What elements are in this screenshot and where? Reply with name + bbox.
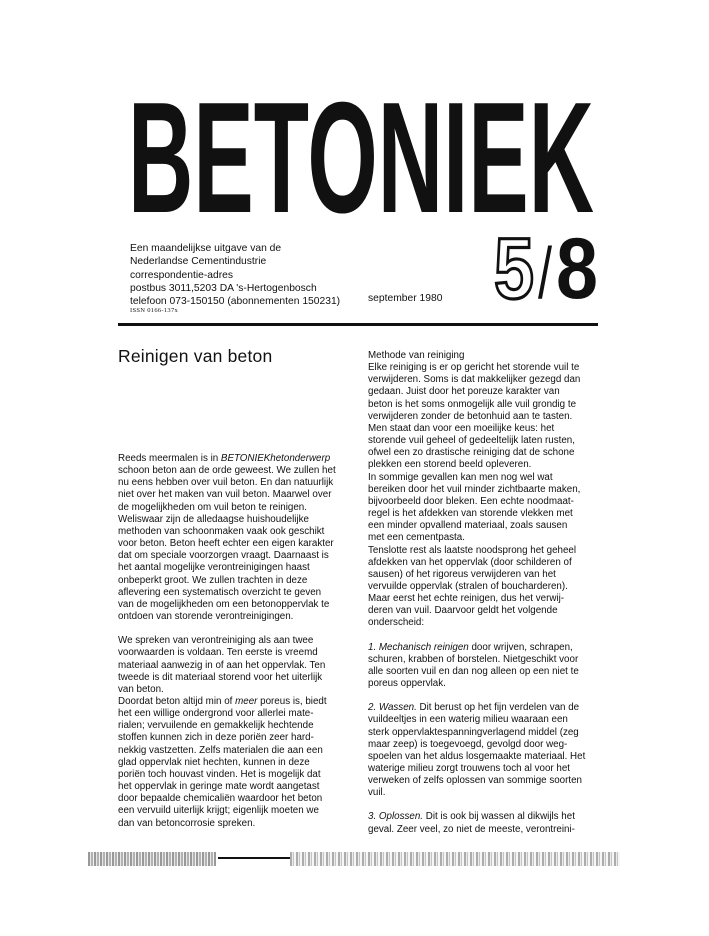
list-item	[368, 702, 604, 799]
text-line: alle soorten vuil en dan nog alleen op een niet te	[368, 665, 579, 677]
text-line: beton is het soms onmogelijk alle vuil grondig te	[368, 398, 577, 410]
text-line: schuren, krabben of borstelen. Nietgeschikt voor	[368, 653, 579, 665]
text-line: rialen; vervuilende en gemakkelijk hechtende	[118, 720, 314, 732]
text-line: nu eens hebben over vuil beton. En dan natuurlijk	[118, 477, 334, 489]
pubinfo-line: Nederlandse Cementindustrie	[130, 256, 267, 268]
paragraph	[118, 453, 358, 623]
footer-rule	[218, 857, 290, 859]
text-line: een vervuild uiterlijk krijgt; eigenlijk moeten we	[118, 805, 319, 817]
list-item-label: 1. Mechanisch reinigen	[368, 641, 469, 653]
issue-separator: /	[538, 234, 552, 302]
text-run: Reeds meermalen is in	[118, 453, 221, 464]
text-line: gedaan. Juist door het poreuze karakter van	[368, 386, 560, 398]
text-line: dat om speciale voorzorgen vraagt. Daarnaast is	[118, 550, 329, 562]
text-line: waterige milieu zorgt trouwens toch al voor het	[368, 763, 571, 774]
issue-number	[492, 232, 602, 302]
text-line: onderscheid:	[368, 617, 425, 629]
text-line: sterk oppervlaktespanningverlagend middel (zeg	[368, 726, 579, 738]
text-line: bijvoorbeeld door bleken. Een echte noodmaat-	[368, 495, 574, 507]
text-line: nekkig vastzetten. Zelfs materialen die aan een	[118, 744, 323, 756]
article-left-column	[118, 453, 358, 830]
header-rule	[118, 323, 598, 326]
text-line: voor beton. Beton heeft echter een eigen karakter	[118, 538, 334, 550]
text-line: het een willige ondergrond voor allerlei mate-	[118, 708, 314, 720]
text-line: een minder opvallend materiaal, zoals sausen	[368, 520, 568, 532]
emphasis: BETONIEKhetonderwerp	[220, 453, 331, 464]
text-line: vuil.	[368, 787, 386, 799]
text-line: Maar eerst het echte reinigen, dus het verwij-	[368, 593, 565, 605]
publication-info	[130, 242, 340, 308]
text-line: aflevering een systematisch overzicht te geven	[118, 586, 322, 598]
text-line: storende vuil geheel of gedeeltelijk laten rusten,	[368, 435, 575, 447]
text-line: verwijderen zonder de betonhuid aan te tasten.	[368, 410, 573, 422]
issue-number-value: 5	[494, 232, 534, 302]
text-run: poreus is, biedt	[257, 695, 327, 707]
text-line: afdekken van het oppervlak (door schilderen of	[368, 556, 572, 568]
text-line: bereiken door het vuil rninder zichtbaarte maken,	[368, 483, 581, 495]
issue-volume-value: 8	[556, 232, 598, 302]
text-line: poriën toch houvast vinden. Het is mogelijk dat	[118, 768, 321, 780]
text-line: de mogelijkheden om vuil beton te reinigen.	[118, 501, 307, 513]
text-line: glad oppervlak niet hechten, kunnen in deze	[118, 756, 310, 768]
text-line: ontdoen van storende verontreinigingen.	[118, 611, 294, 623]
text-line: ofwel een zo drastische reiniging dat de schone	[368, 447, 575, 459]
pubinfo-line: telefoon 073-150150 (abonnementen 150231)	[130, 296, 341, 308]
issue-date: september 1980	[368, 293, 443, 304]
text-line: sausen) of het rigoreus verwijderen van het	[368, 568, 556, 580]
list-item-label: 2. Wassen.	[368, 702, 417, 714]
text-line: stoffen kunnen zich in deze poriën zeer hard-	[118, 732, 314, 744]
text-line: van beton.	[118, 683, 164, 695]
issn: ISSN 0166-137x	[130, 307, 179, 314]
text-line: door bepaalde chemicaliën waardoor het beton	[118, 793, 323, 805]
list-item-label: 3. Oplossen.	[368, 811, 424, 823]
paragraph	[118, 696, 358, 830]
text-line: spoelen van het aldus losgemaakte materiaal. Het	[368, 750, 586, 762]
text-line	[368, 811, 604, 823]
text-line: plekken een storend beeld opleveren.	[368, 459, 532, 471]
text-line: regel is het afdekken van storende vlekken met	[368, 508, 573, 520]
emphasis: meer	[235, 695, 258, 707]
text-line: met een cementpasta.	[368, 532, 465, 544]
text-run: Dit berust op het fijn verdelen van de	[416, 702, 580, 714]
article-title: Reinigen van beton	[118, 346, 273, 366]
text-line	[368, 702, 604, 714]
text-line: onbeperkt groot. We zullen trachten in deze	[118, 574, 308, 586]
scan-artifact-strip	[290, 852, 620, 866]
text-line: het oppervlak in geringe mate wordt aangetast	[118, 781, 320, 793]
masthead-logo	[126, 86, 596, 216]
text-line	[118, 453, 358, 465]
text-line: voorwaarden is voldaan. Ten eerste is vreemd	[118, 647, 318, 659]
text-line	[368, 642, 604, 654]
list-item	[368, 642, 604, 691]
text-line: vervuilde oppervlak (stralen of boucharderen).	[368, 580, 568, 592]
text-line: geval. Zeer veel, zo niet de meeste, verontreini-	[368, 823, 575, 835]
text-run: Dit is ook bij wassen al dikwijls het	[423, 811, 575, 823]
text-line: materiaal aanwezig in of aan het oppervlak. Ten	[118, 659, 326, 671]
text-line: verweken of zelfs oplossen van sommige soorten	[368, 775, 583, 787]
paragraph	[118, 635, 358, 696]
masthead-title: BETONIEK	[128, 86, 594, 216]
text-line: Tenslotte rest als laatste noodsprong het geheel	[368, 544, 577, 556]
text-line: van de mogelijkheden om een betonoppervlak te	[118, 598, 330, 610]
text-line: Weliswaar zijn de alledaagse huishoudelijke	[118, 513, 309, 525]
text-line: vuildeeltjes in een waterig milieu waaraan een	[368, 714, 568, 726]
list-item	[368, 811, 604, 835]
text-line	[118, 696, 358, 708]
scan-artifact-strip	[88, 852, 216, 866]
text-line: schoon beton aan de orde geweest. We zullen het	[118, 465, 336, 477]
text-line: niet over het maken van vuil beton. Maarwel over	[118, 489, 332, 501]
pubinfo-line: Een maandelijkse uitgave van de	[130, 243, 282, 254]
text-line: In sommige gevallen kan men nog wel wat	[368, 471, 553, 483]
text-line: poreus oppervlak.	[368, 678, 446, 690]
pubinfo-line: postbus 3011,5203 DA 's-Hertogenbosch	[130, 282, 317, 294]
text-line: het aantal mogelijke verontreinigingen haast	[118, 562, 310, 574]
text-line: maar zeep) is toegevoegd, gevolgd door weg-	[368, 738, 568, 750]
text-line: tweede is dit materiaal storend voor het uiterlijk	[118, 671, 323, 683]
text-line: methoden van schoonmaken vaak ook geschikt	[118, 525, 325, 537]
paragraph	[368, 350, 604, 630]
text-run: door wrijven, schrapen,	[468, 641, 573, 653]
text-line: deren van vuil. Daarvoor geldt het volgende	[368, 605, 558, 617]
text-line: Elke reiniging is er op gericht het storende vuil te	[368, 362, 580, 374]
text-line: dan van betoncorrosie spreken.	[118, 817, 256, 829]
text-line: We spreken van verontreiniging als aan twee	[118, 635, 314, 647]
text-line: Men staat dan voor een moeilijke keus: het	[368, 422, 555, 434]
pubinfo-line: correspondentie-adres	[130, 269, 234, 281]
section-heading: Methode van reiniging	[368, 350, 465, 361]
text-line: verwijderen. Soms is dat makkelijker gezegd dan	[368, 374, 581, 386]
article-right-column	[368, 350, 604, 836]
text-run: Doordat beton altijd min of	[118, 695, 236, 707]
